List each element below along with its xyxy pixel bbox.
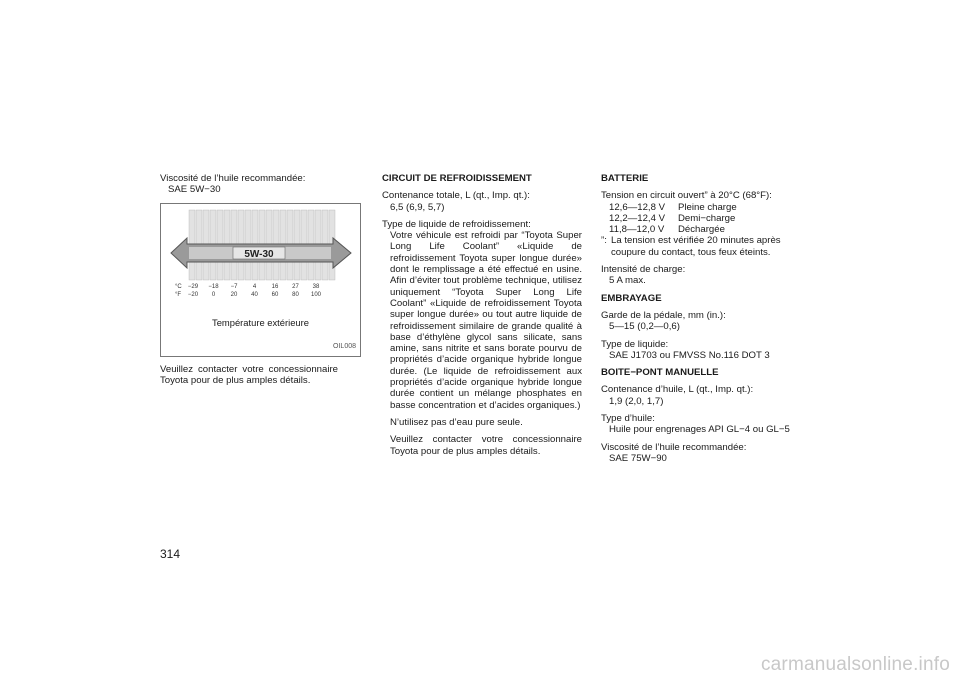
transaxle-capacity-value: 1,9 (2,0, 1,7) xyxy=(609,395,664,407)
footer-watermark: carmanualsonline.info xyxy=(760,653,950,675)
column-middle xyxy=(382,173,582,457)
coolant-capacity-value: 6,5 (6,9, 5,7) xyxy=(390,201,445,213)
fahrenheit-tick-label: 40 xyxy=(251,291,258,298)
grade-label: 5W-30 xyxy=(244,248,274,260)
oil-type-label: Type d’huile: xyxy=(601,413,655,425)
transaxle-heading: BOITE−PONT MANUELLE xyxy=(601,367,719,379)
fahrenheit-tick-label: 60 xyxy=(271,291,279,298)
oil-viscosity-figure xyxy=(160,203,361,357)
voltage-row: 12,6—12,8 V Pleine charge xyxy=(609,201,737,213)
celsius-tick-label: 4 xyxy=(252,283,257,290)
contact-dealer-text: Veuillez contacter votre concessionnaire Toyota pour de plus amples détails. xyxy=(160,363,338,386)
figure-code: OIL008 xyxy=(333,343,356,351)
celsius-tick-label: −29 xyxy=(187,283,199,290)
voltage-note: ”: La tension est vérifiée 20 minutes après coupure du contact, tous feux éteints. xyxy=(601,235,781,258)
clutch-heading: EMBRAYAGE xyxy=(601,292,662,304)
celsius-tick-label: −7 xyxy=(230,283,238,290)
transaxle-capacity-label: Contenance d’huile, L (qt., Imp. qt.): xyxy=(601,384,754,396)
fahrenheit-ticks xyxy=(188,292,322,298)
figure-caption: Température extérieure xyxy=(212,316,309,328)
cooling-heading: CIRCUIT DE REFROIDISSEMENT xyxy=(382,173,532,184)
voltage-row: 11,8—12,0 V Déchargée xyxy=(609,224,725,236)
charge-value: 5 A max. xyxy=(609,275,646,287)
voltage-label: Tension en circuit ouvert” à 20°C (68°F): xyxy=(601,190,772,202)
oil-viscosity-value: SAE 5W−30 xyxy=(168,184,221,196)
celsius-tick-label: 16 xyxy=(271,283,279,290)
battery-heading: BATTERIE xyxy=(601,173,649,184)
oil-type-value: Huile pour engrenages API GL−4 ou GL−5 xyxy=(609,424,790,436)
celsius-tick-label: 27 xyxy=(292,283,299,290)
gear-viscosity-label: Viscosité de l’huile recommandée: xyxy=(601,441,747,453)
coolant-capacity-label: Contenance totale, L (qt., Imp. qt.): xyxy=(382,190,530,202)
water-note: N’utilisez pas d’eau pure seule. xyxy=(390,416,523,428)
gear-viscosity-value: SAE 75W−90 xyxy=(609,452,667,464)
celsius-tick-label: 38 xyxy=(312,283,320,290)
fahrenheit-tick-label: 20 xyxy=(230,291,238,298)
coolant-type-label: Type de liquide de refroidissement: xyxy=(382,218,531,230)
fahrenheit-tick-label: 0 xyxy=(211,291,216,298)
viscosity-chart xyxy=(161,204,360,314)
contact-dealer-text-2: Veuillez contacter votre concessionnaire Toyota pour de plus amples détails. xyxy=(390,434,582,457)
fahrenheit-tick-label: 100 xyxy=(310,291,322,298)
fluid-label: Type de liquide: xyxy=(601,338,669,350)
column-right xyxy=(601,173,805,464)
pedal-label: Garde de la pédale, mm (in.): xyxy=(601,309,726,321)
column-left xyxy=(160,173,356,386)
fahrenheit-tick-label: −20 xyxy=(187,291,199,298)
fahrenheit-unit: °F xyxy=(175,291,182,298)
celsius-tick-label: −18 xyxy=(208,283,219,290)
celsius-unit: °C xyxy=(175,283,182,290)
voltage-row: 12,2—12,4 V Demi−charge xyxy=(609,212,736,224)
coolant-type-text: Votre véhicule est refroidi par “Toyota Super Long Life Coolant” «Liquide de refroidissement Toyota super longue durée» dont le remplissage a été effectué en usine. Afin d’éviter tout problème technique, utilisez uniquement “Toyota Super Long Life Coolant” «Liquide de refroidissement Toyota super longue durée» ou tout autre liquide de refroidissement similaire de grande qualité à base d’éthylène glycol sans silicate, sans amine, sans nitrite et sans borate pourvu de propriétés d’acide organique hybride longue durée. (Le liquide de refroidissement aux propriétés d’acide organique hybride longue durée contient un mélange phosphates en basse concentration et d’acides organiques.) xyxy=(390,230,582,411)
pedal-value: 5—15 (0,2—0,6) xyxy=(609,321,680,333)
celsius-ticks xyxy=(188,284,320,290)
fluid-value: SAE J1703 ou FMVSS No.116 DOT 3 xyxy=(609,349,770,361)
oil-viscosity-label: Viscosité de l’huile recommandée: xyxy=(160,173,306,184)
charge-label: Intensité de charge: xyxy=(601,264,686,276)
page-number: 314 xyxy=(160,547,181,561)
fahrenheit-tick-label: 80 xyxy=(292,291,299,298)
